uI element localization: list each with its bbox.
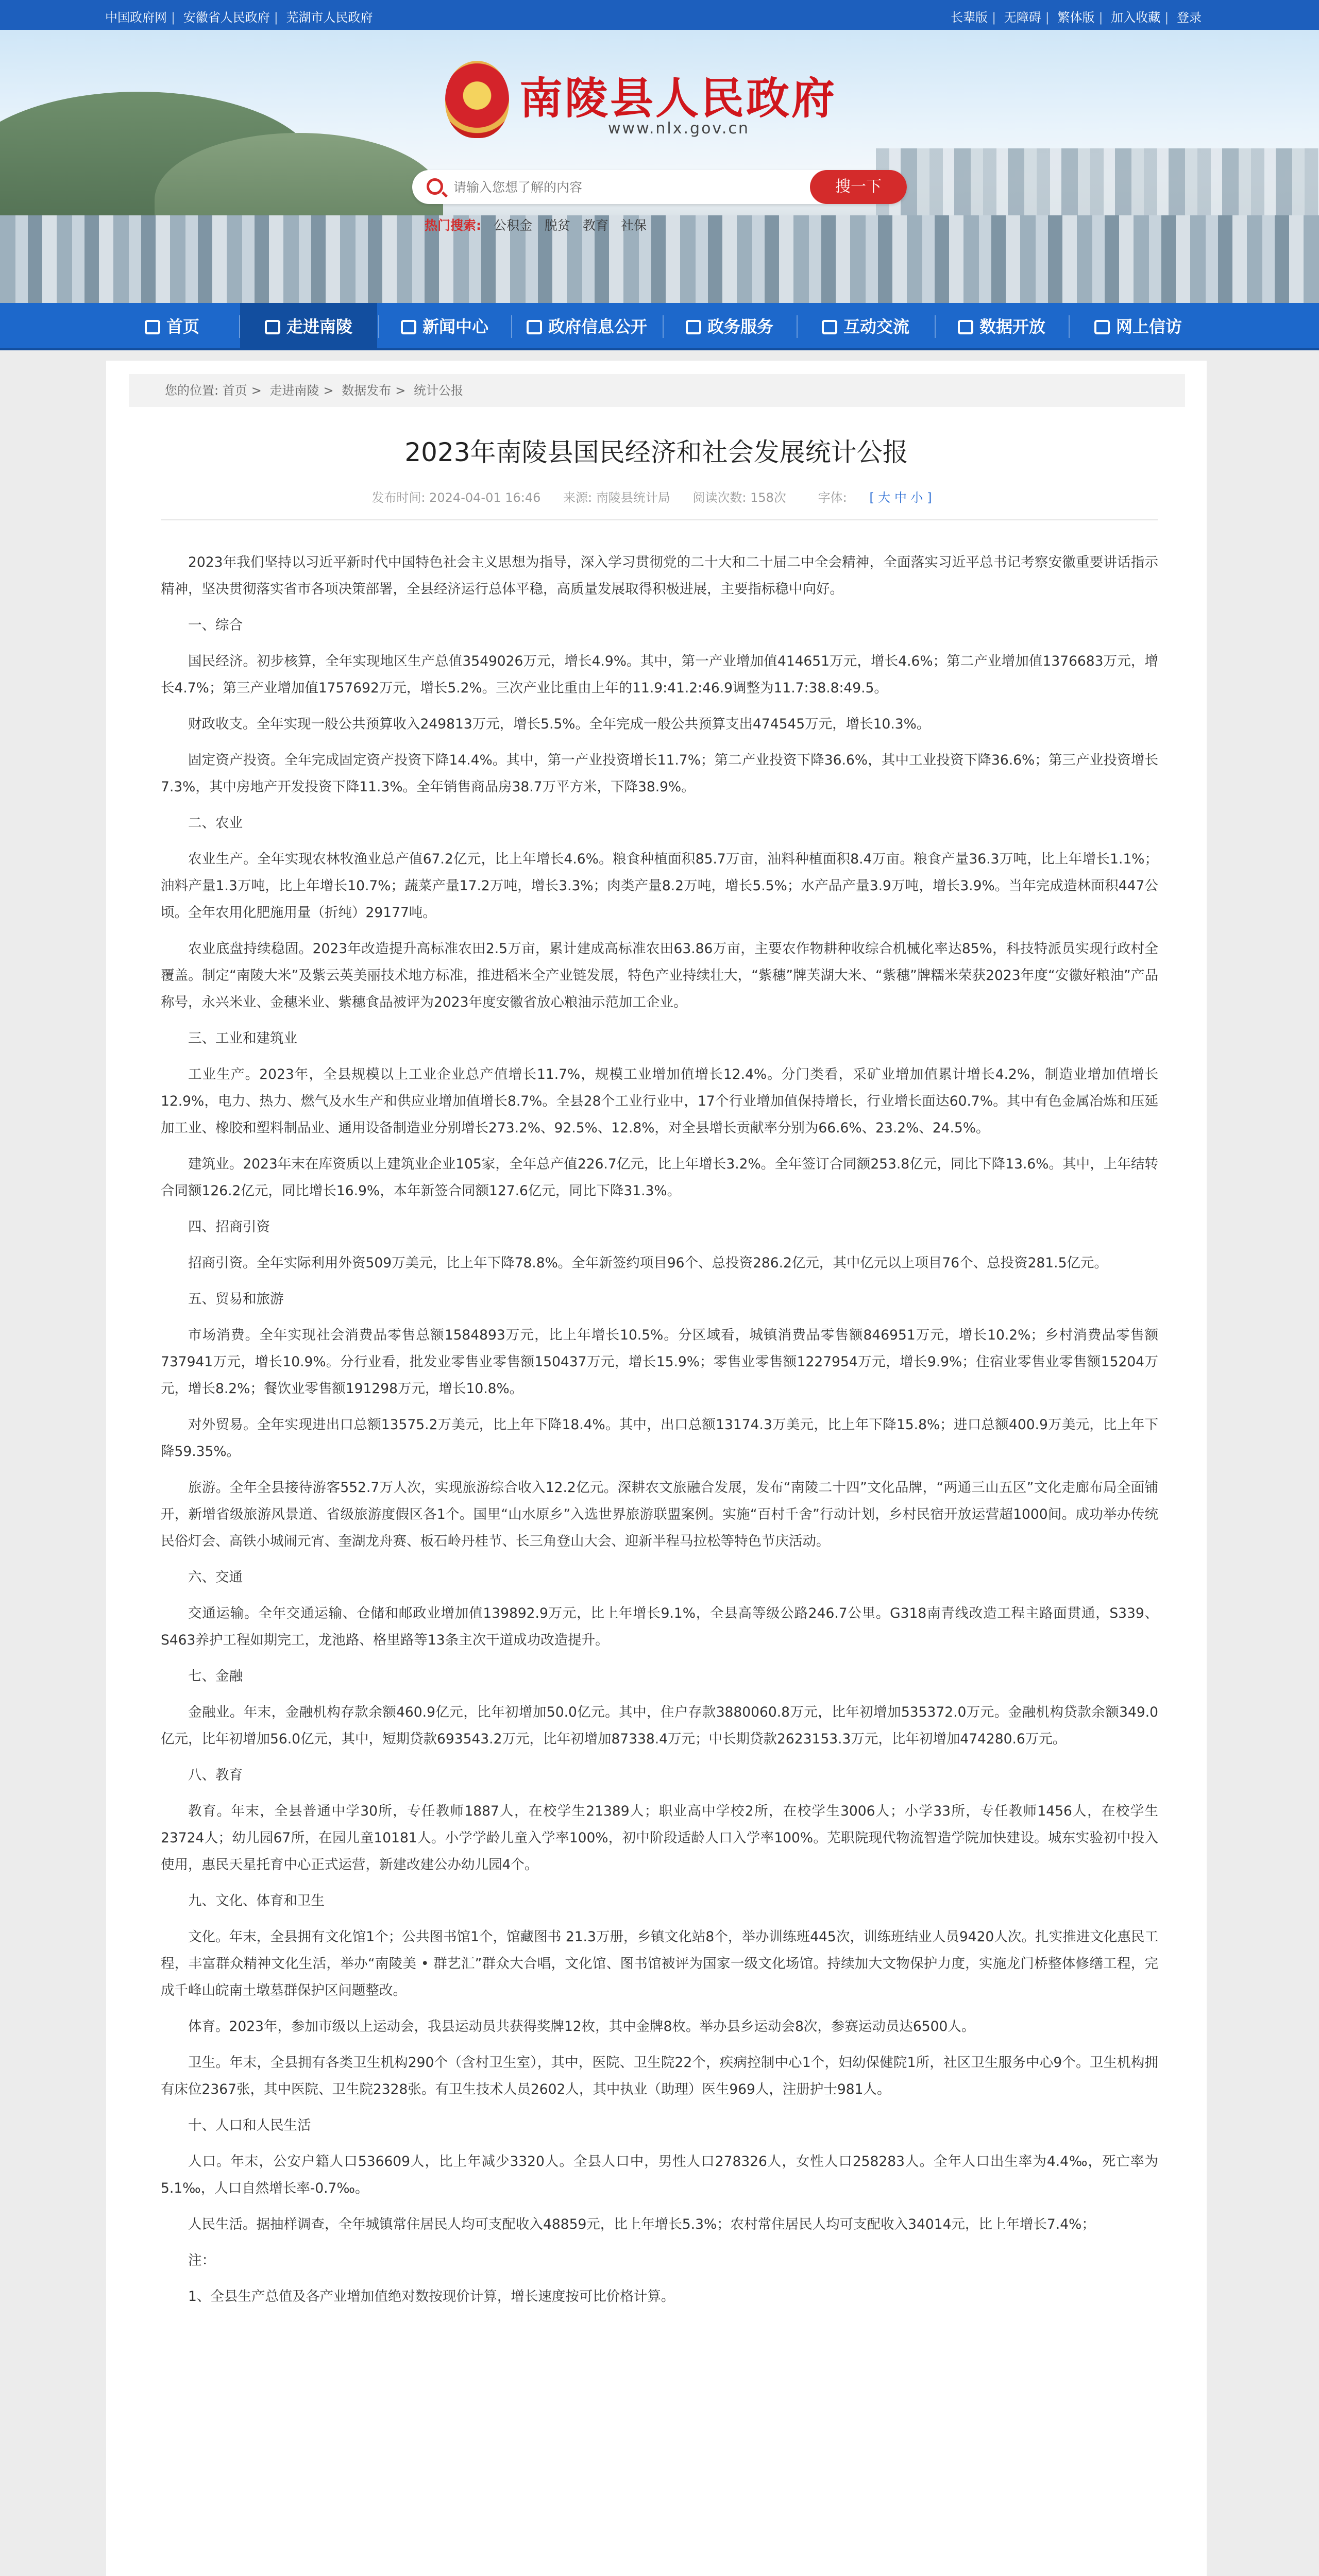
article-paragraph: 财政收支。全年实现一般公共预算收入249813万元，增长5.5%。全年完成一般公共预算支出474545万元，增长10.3%。 <box>188 716 931 732</box>
section-heading: 二、农业 <box>188 815 243 831</box>
document-icon <box>527 320 542 334</box>
chart-icon <box>958 320 973 334</box>
main-nav <box>0 303 1319 350</box>
section-heading: 七、金融 <box>188 1668 243 1684</box>
section-heading: 五、贸易和旅游 <box>188 1291 284 1307</box>
article-paragraph: 对外贸易。全年实现进出口总额13575.2万美元，比上年下降18.4%。其中，出口总额13174.3万美元，比上年下降15.8%；进口总额400.9万美元，比上年下降59.35%。 <box>161 1417 1158 1460</box>
section-heading: 四、招商引资 <box>188 1219 270 1235</box>
top-bar-left-links: 中国政府网 | 安徽省人民政府 | 芜湖市人民政府 <box>105 10 373 25</box>
article-paragraph: 交通运输。全年交通运输、仓储和邮政业增加值139892.9万元，比上年增长9.1%，全县高等级公路246.7公里。G318南青线改造工程主路面贯通，S339、S463养护工程如期完工，龙池路、格里路等13条主次干道成功改造提升。 <box>161 1605 1158 1648</box>
top-link-favorite[interactable]: 加入收藏 <box>1111 10 1161 25</box>
section-heading: 十、人口和人民生活 <box>188 2117 311 2133</box>
search-button[interactable]: 搜一下 <box>810 170 907 204</box>
article-paragraph: 2023年我们坚持以习近平新时代中国特色社会主义思想为指导，深入学习贯彻党的二十大和二十届二中全会精神，全面落实习近平总书记考察安徽重要讲话指示精神，坚决贯彻落实省市各项决策部署，全县经济运行总体平稳，高质量发展取得积极进展，主要指标稳中向好。 <box>161 554 1158 597</box>
nav-news[interactable]: 新闻中心 <box>379 303 510 350</box>
banner-cityscape <box>0 215 1319 303</box>
search-input[interactable] <box>453 177 793 197</box>
top-link-traditional[interactable]: 繁体版 <box>1057 10 1095 25</box>
letter-icon <box>1094 320 1110 334</box>
article-paragraph: 建筑业。2023年末在库资质以上建筑业企业105家，全年总产值226.7亿元，比上年增长3.2%。全年签订合同额253.8亿元，同比下降13.6%。其中，上年结转合同额126.2亿元，同比增长16.9%，本年新签合同额127.6亿元，同比下降31.3%。 <box>161 1156 1158 1199</box>
hot-keyword[interactable]: 脱贫 <box>544 218 570 233</box>
section-heading: 三、工业和建筑业 <box>188 1030 297 1046</box>
nav-intro-nanling[interactable]: 走进南陵 <box>240 303 377 350</box>
top-bar-right-links: 长辈版 | 无障碍 | 繁体版 | 加入收藏 | 登录 <box>951 10 1202 25</box>
article-title: 2023年南陵县国民经济和社会发展统计公报 <box>404 437 908 467</box>
section-heading: 注： <box>188 2252 215 2268</box>
top-bar <box>0 0 1319 30</box>
top-link-wuhu-gov[interactable]: 芜湖市人民政府 <box>286 10 373 25</box>
home-icon <box>145 320 160 334</box>
breadcrumb-prefix: 您的位置: <box>165 383 219 398</box>
font-size-switcher[interactable]: [ 大 中 小 ] <box>869 490 932 505</box>
breadcrumb-item[interactable]: 首页 <box>222 383 247 398</box>
nav-home[interactable]: 首页 <box>106 303 238 350</box>
nav-info-disclosure[interactable]: 政府信息公开 <box>512 303 662 350</box>
breadcrumb-item[interactable]: 数据发布 <box>342 383 392 398</box>
breadcrumb-item[interactable]: 走进南陵 <box>269 383 319 398</box>
top-link-anhui-gov[interactable]: 安徽省人民政府 <box>183 10 270 25</box>
thumb-icon <box>686 320 701 334</box>
article-meta <box>106 487 1207 505</box>
hot-keyword[interactable]: 社保 <box>620 218 647 233</box>
article-paragraph: 教育。年末，全县普通中学30所，专任教师1887人，在校学生21389人；职业高中学校2所，在校学生3006人；小学33所，专任教师1456人，在校学生23724人；幼儿园67所，在园儿童10181人。小学学龄儿童入学率100%，初中阶段适龄人口入学率100%。芜职院现代物流智造学院加快建设。城东实验初中投入使用，惠民天星托育中心正式运营，新建改建公办幼儿园4个。 <box>161 1803 1158 1873</box>
article-paragraph: 旅游。全年全县接待游客552.7万人次，实现旅游综合收入12.2亿元。深耕农文旅融合发展，发布“南陵二十四”文化品牌，“两通三山五区”文化走廊布局全面铺开，新增省级旅游风景道、省级旅游度假区各1个。国里“山水原乡”入选世界旅游联盟案例。实施“百村千舍”行动计划，乡村民宿开放运营超1000间。成功举办传统民俗灯会、高铁小城闹元宵、奎湖龙舟赛、板石岭丹桂节、长三角登山大会、迎新半程马拉松等特色节庆活动。 <box>161 1480 1158 1549</box>
article-body <box>161 549 1158 2319</box>
publish-time: 发布时间: 2024-04-01 16:46 <box>371 490 541 505</box>
article-paragraph: 农业底盘持续稳固。2023年改造提升高标准农田2.5万亩，累计建成高标准农田63.86万亩，主要农作物耕种收综合机械化率达85%，科技特派员实现行政村全覆盖。制定“南陵大米”及紫云英美丽技术地方标准，推进稻米全产业链发展，特色产业持续壮大，“紫穗”牌芙湖大米、“紫穗”牌糯米荣获2023年度“安徽好粮油”产品称号，永兴米业、金穗米业、紫穗食品被评为2023年度安徽省放心粮油示范加工企业。 <box>161 941 1158 1010</box>
national-emblem-logo <box>445 61 509 138</box>
font-size-label: 字体: [ 大 中 小 ] <box>818 490 932 505</box>
news-icon <box>401 320 416 334</box>
top-link-gov-cn[interactable]: 中国政府网 <box>105 10 167 25</box>
breadcrumb-item[interactable]: 统计公报 <box>413 383 463 398</box>
article-paragraph: 固定资产投资。全年完成固定资产投资下降14.4%。其中，第一产业投资增长11.7%；第二产业投资下降36.6%，其中工业投资下降36.6%；第三产业投资增长7.3%，其中房地产开发投资下降11.3%。全年销售商品房38.7万平方米，下降38.9%。 <box>161 752 1158 795</box>
nav-gov-service[interactable]: 政务服务 <box>664 303 796 350</box>
article-paragraph: 国民经济。初步核算，全年实现地区生产总值3549026万元，增长4.9%。其中，第一产业增加值414651万元，增长4.6%；第二产业增加值1376683万元，增长4.7%；第三产业增加值1757692万元，增长5.2%。三次产业比重由上年的11.9:41.2:46.9调整为11.7:38.8:49.5。 <box>161 653 1158 696</box>
article-paragraph: 卫生。年末，全县拥有各类卫生机构290个（含村卫生室），其中，医院、卫生院22个，疾病控制中心1个，妇幼保健院1所，社区卫生服务中心9个。卫生机构拥有床位2367张，其中医院、卫生院2328张。有卫生技术人员2602人，其中执业（助理）医生969人，注册护士981人。 <box>161 2055 1158 2097</box>
breadcrumb: 您的位置: 首页 > 走进南陵 > 数据发布 > 统计公报 <box>129 374 1185 407</box>
section-heading: 一、综合 <box>188 617 243 633</box>
article-paragraph: 工业生产。2023年，全县规模以上工业企业总产值增长11.7%，规模工业增加值增长12.4%。分门类看，采矿业增加值累计增长4.2%，制造业增加值增长12.9%，电力、热力、燃气及水生产和供应业增加值增长8.7%。全县28个工业行业中，17个行业增加值保持增长，行业增长面达60.7%。其中有色金属冶炼和压延加工业、橡胶和塑料制品业、通用设备制造业分别增长273.2%、92.5%、12.8%，对全县增长贡献率分别为66.6%、23.2%、24.5%。 <box>161 1066 1158 1136</box>
article-paragraph: 人口。年末，公安户籍人口536609人，比上年减少3320人。全县人口中，男性人口278326人，女性人口258283人。全年人口出生率为4.4‰，死亡率为5.1‰，人口自然增长率-0.7‰。 <box>161 2154 1158 2196</box>
nav-open-data[interactable]: 数据开放 <box>936 303 1068 350</box>
search-box <box>412 170 907 204</box>
section-heading: 六、交通 <box>188 1569 243 1585</box>
article-paragraph: 1、全县生产总值及各产业增加值绝对数按现价计算，增长速度按可比价格计算。 <box>188 2289 675 2304</box>
view-count: 阅读次数: 158次 <box>692 490 786 505</box>
article-paragraph: 市场消费。全年实现社会消费品零售总额1584893万元，比上年增长10.5%。分区域看，城镇消费品零售额846951万元，增长10.2%；乡村消费品零售额737941万元，增长10.9%。分行业看，批发业零售业零售额150437万元，增长15.9%；零售业零售额1227954万元，增长9.9%；住宿业零售业零售额15204万元，增长8.2%；餐饮业零售额191298万元，增长10.8%。 <box>161 1327 1158 1397</box>
search-icon <box>427 178 443 195</box>
top-link-elder-mode[interactable]: 长辈版 <box>951 10 988 25</box>
article-paragraph: 农业生产。全年实现农林牧渔业总产值67.2亿元，比上年增长4.6%。粮食种植面积85.7万亩，油料种植面积8.4万亩。粮食产量36.3万吨，比上年增长1.1%；油料产量1.3万吨，比上年增长10.7%；蔬菜产量17.2万吨，增长3.3%；肉类产量8.2万吨，增长5.5%；水产品产量3.9万吨，增长3.9%。当年完成造林面积447公顷。全年农用化肥施用量（折纯）29177吨。 <box>161 851 1158 921</box>
hot-search-label: 热门搜索: <box>425 218 481 233</box>
hot-keyword[interactable]: 公积金 <box>493 218 532 233</box>
location-icon <box>265 320 280 334</box>
article-source: 来源: 南陵县统计局 <box>563 490 670 505</box>
top-link-login[interactable]: 登录 <box>1177 10 1202 25</box>
divider <box>161 519 1158 520</box>
site-title: 南陵县人民政府 <box>519 73 837 124</box>
hot-search <box>425 215 647 234</box>
article-paragraph: 招商引资。全年实际利用外资509万美元，比上年下降78.8%。全年新签约项目96个、总投资286.2亿元，其中亿元以上项目76个、总投资281.5亿元。 <box>188 1255 1108 1271</box>
article-paragraph: 体育。2023年，参加市级以上运动会，我县运动员共获得奖牌12枚，其中金牌8枚。举办县乡运动会8次，参赛运动员达6500人。 <box>188 2019 975 2035</box>
article-paragraph: 金融业。年末，金融机构存款余额460.9亿元，比年初增加50.0亿元。其中，住户存款3880060.8万元，比年初增加535372.0万元。金融机构贷款余额349.0亿元，比年初增加56.0亿元，其中，短期贷款693543.2万元，比年初增加87338.4万元；中长期贷款2623153.3万元，比年初增加474280.6万元。 <box>161 1704 1158 1747</box>
chat-icon <box>822 320 837 334</box>
article-paragraph: 人民生活。据抽样调查，全年城镇常住居民人均可支配收入48859元，比上年增长5.3%；农村常住居民人均可支配收入34014元，比上年增长7.4%； <box>188 2216 1095 2232</box>
article-paragraph: 文化。年末，全县拥有文化馆1个；公共图书馆1个，馆藏图书 21.3万册，乡镇文化站8个，举办训练班445次，训练班结业人员9420人次。扎实推进文化惠民工程，丰富群众精神文化生活，举办“南陵美 • 群艺汇”群众大合唱，文化馆、图书馆被评为国家一级文化场馆。持续加大文物保护力度，实施龙门桥整体修缮工程，完成千峰山皖南土墩墓群保护区问题整改。 <box>161 1929 1158 1998</box>
section-heading: 八、教育 <box>188 1767 243 1783</box>
section-heading: 九、文化、体育和卫生 <box>188 1893 325 1909</box>
nav-petition[interactable]: 网上信访 <box>1070 303 1207 350</box>
nav-interaction[interactable]: 互动交流 <box>798 303 934 350</box>
site-url: www.nlx.gov.cn <box>608 120 750 138</box>
top-link-accessibility[interactable]: 无障碍 <box>1004 10 1041 25</box>
hot-keyword[interactable]: 教育 <box>582 218 608 233</box>
